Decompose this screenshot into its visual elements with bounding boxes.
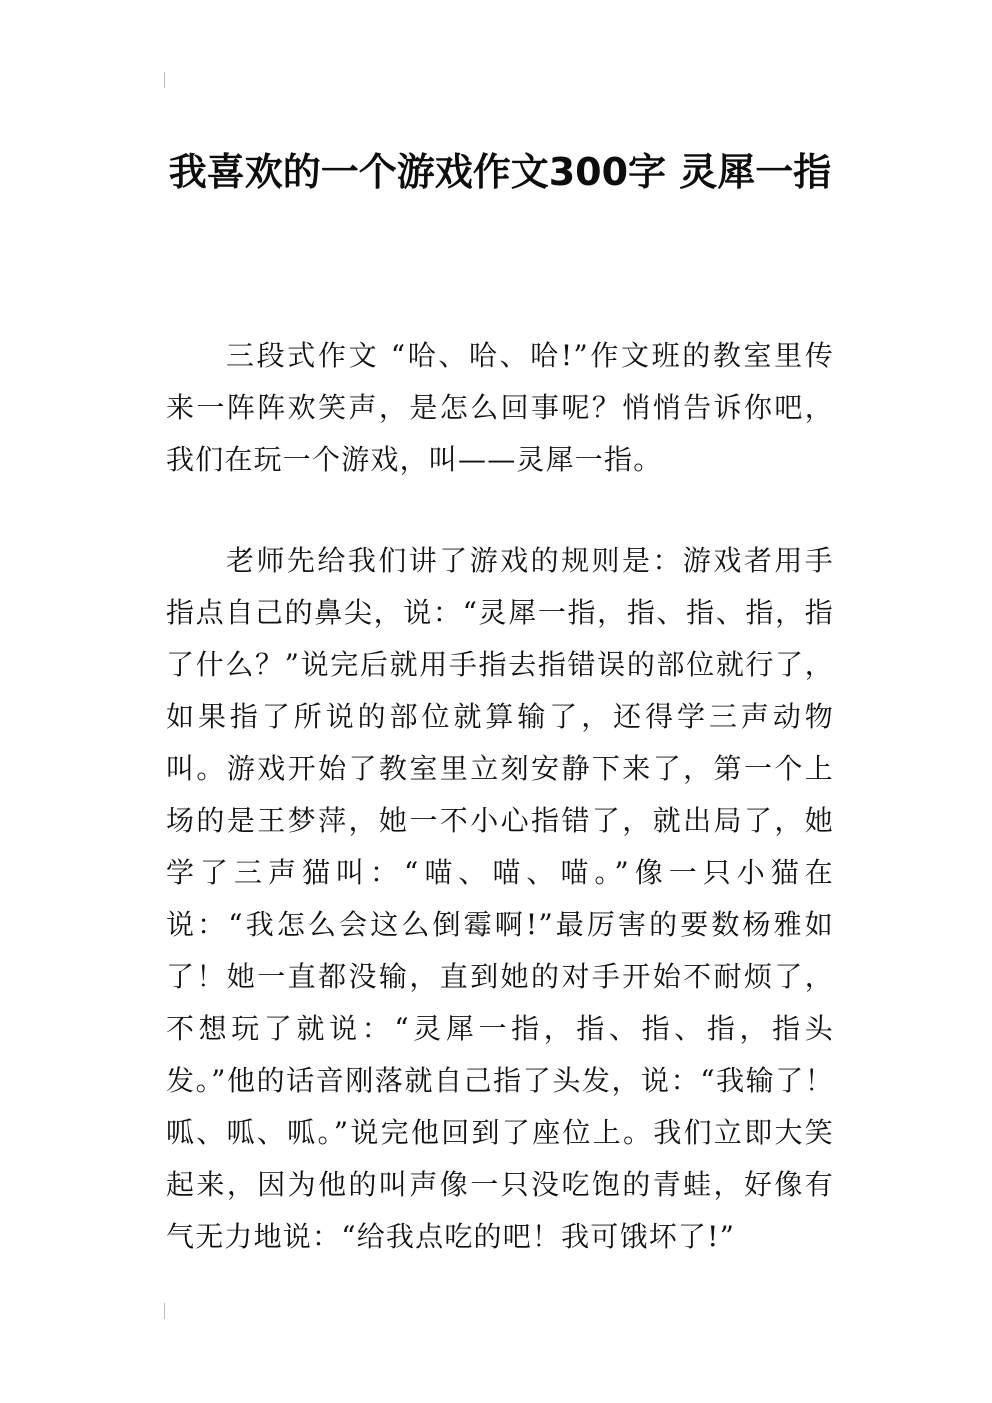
page-edge-mark-bottom [164, 1303, 165, 1319]
paragraph-game: 老师先给我们讲了游戏的规则是：游戏者用手指点自己的鼻尖，说：“灵犀一指，指、指、指，指了什么？”说完后就用手指去指错误的部位就行了，如果指了所说的部位就算输了，还得学三声动物叫。游戏开始了教室里立刻安静下来了，第一个上场的是王梦萍，她一不小心指错了，就出局了，她学了三声猫叫：“喵、喵、喵。”像一只小猫在说：“我怎么会这么倒霉啊!”最厉害的要数杨雅如了！她一直都没输，直到她的对手开始不耐烦了，不想玩了就说：“灵犀一指，指、指、指，指头发。”他的话音刚落就自己指了头发，说：“我输了！呱、呱、呱。”说完他回到了座位上。我们立即大笑起来，因为他的叫声像一只没吃饱的青蛙，好像有气无力地说：“给我点吃的吧！我可饿坏了!” [166, 544, 834, 1253]
page-edge-mark-top [164, 72, 165, 88]
document-title: 我喜欢的一个游戏作文300字 灵犀一指 [168, 150, 832, 195]
paragraph-intro: 三段式作文 “哈、哈、哈!”作文班的教室里传来一阵阵欢笑声，是怎么回事呢？悄悄告诉你吧，我们在玩一个游戏，叫——灵犀一指。 [166, 339, 834, 476]
